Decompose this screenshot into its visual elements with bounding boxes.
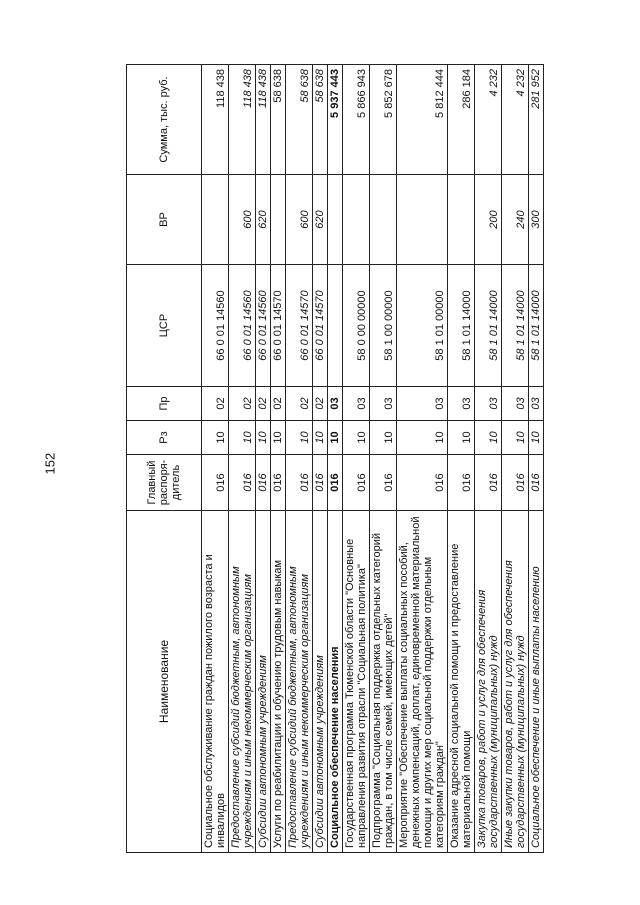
cell-admin: 016 bbox=[286, 455, 313, 511]
cell-pr: 03 bbox=[328, 387, 343, 421]
cell-rz: 10 bbox=[502, 421, 529, 455]
cell-vr bbox=[271, 175, 286, 265]
cell-rz: 10 bbox=[271, 421, 286, 455]
cell-vr: 600 bbox=[286, 175, 313, 265]
cell-pr: 02 bbox=[229, 387, 256, 421]
cell-sum: 4 232 bbox=[502, 65, 529, 175]
cell-vr: 240 bbox=[502, 175, 529, 265]
table-row bbox=[313, 65, 328, 853]
cell-admin: 016 bbox=[448, 455, 475, 511]
cell-name: Предоставление субсидий бюджетным, автономным учреждениям и иным некоммерческим организациям bbox=[286, 511, 313, 853]
cell-sum: 118 438 bbox=[202, 65, 229, 175]
cell-csr: 66 0 01 14560 bbox=[256, 265, 271, 387]
cell-admin: 016 bbox=[343, 455, 370, 511]
cell-vr bbox=[448, 175, 475, 265]
table-row bbox=[229, 65, 256, 853]
table-row bbox=[475, 65, 502, 853]
cell-name: Социальное обеспечение населения bbox=[328, 511, 343, 853]
header-admin: Главный распоря-дитель bbox=[127, 455, 202, 511]
cell-name: Субсидии автономным учреждениям bbox=[313, 511, 328, 853]
cell-pr: 03 bbox=[343, 387, 370, 421]
table-row bbox=[271, 65, 286, 853]
cell-csr: 58 1 01 14000 bbox=[448, 265, 475, 387]
cell-admin: 016 bbox=[313, 455, 328, 511]
cell-name: Оказание адресной социальной помощи и предоставление материальной помощи bbox=[448, 511, 475, 853]
cell-vr bbox=[370, 175, 397, 265]
cell-vr: 300 bbox=[529, 175, 544, 265]
budget-table bbox=[126, 64, 544, 853]
cell-rz: 10 bbox=[529, 421, 544, 455]
cell-name: Закупка товаров, работ и услуг для обеспечения государственных (муниципальных) нужд bbox=[475, 511, 502, 853]
cell-sum: 118 438 bbox=[229, 65, 256, 175]
cell-sum: 5 852 678 bbox=[370, 65, 397, 175]
table-row bbox=[328, 65, 343, 853]
cell-admin: 016 bbox=[370, 455, 397, 511]
cell-pr: 02 bbox=[286, 387, 313, 421]
cell-rz: 10 bbox=[475, 421, 502, 455]
table-row bbox=[343, 65, 370, 853]
cell-csr: 66 0 01 14570 bbox=[286, 265, 313, 387]
table-header-row bbox=[127, 65, 202, 853]
cell-pr: 03 bbox=[529, 387, 544, 421]
cell-admin: 016 bbox=[229, 455, 256, 511]
table-row bbox=[256, 65, 271, 853]
cell-csr: 58 1 01 00000 bbox=[397, 265, 448, 387]
cell-admin: 016 bbox=[397, 455, 448, 511]
cell-csr: 66 0 01 14560 bbox=[202, 265, 229, 387]
cell-pr: 03 bbox=[475, 387, 502, 421]
cell-rz: 10 bbox=[328, 421, 343, 455]
cell-sum: 281 952 bbox=[529, 65, 544, 175]
header-rz: Рз bbox=[127, 421, 202, 455]
cell-csr bbox=[328, 265, 343, 387]
header-pr: Пр bbox=[127, 387, 202, 421]
cell-name: Социальное обеспечение и иные выплаты населению bbox=[529, 511, 544, 853]
cell-admin: 016 bbox=[475, 455, 502, 511]
table-row bbox=[370, 65, 397, 853]
cell-name: Услуги по реабилитации и обучению трудовым навыкам bbox=[271, 511, 286, 853]
cell-sum: 5 812 444 bbox=[397, 65, 448, 175]
cell-name: Социальное обслуживание граждан пожилого возраста и инвалидов bbox=[202, 511, 229, 853]
cell-sum: 118 438 bbox=[256, 65, 271, 175]
cell-csr: 66 0 01 14570 bbox=[313, 265, 328, 387]
header-name: Наименование bbox=[127, 511, 202, 853]
cell-vr bbox=[343, 175, 370, 265]
table-row bbox=[286, 65, 313, 853]
cell-pr: 02 bbox=[202, 387, 229, 421]
cell-csr: 58 1 01 14000 bbox=[475, 265, 502, 387]
cell-csr: 58 1 01 14000 bbox=[529, 265, 544, 387]
cell-admin: 016 bbox=[271, 455, 286, 511]
cell-admin: 016 bbox=[529, 455, 544, 511]
cell-sum: 286 184 bbox=[448, 65, 475, 175]
cell-csr: 66 0 01 14570 bbox=[271, 265, 286, 387]
cell-rz: 10 bbox=[448, 421, 475, 455]
table-row bbox=[448, 65, 475, 853]
cell-admin: 016 bbox=[328, 455, 343, 511]
cell-pr: 03 bbox=[502, 387, 529, 421]
cell-vr: 600 bbox=[229, 175, 256, 265]
header-sum: Сумма, тыс. руб. bbox=[127, 65, 202, 175]
cell-csr: 58 0 00 00000 bbox=[343, 265, 370, 387]
cell-csr: 66 0 01 14560 bbox=[229, 265, 256, 387]
cell-name: Государственная программа Тюменской области "Основные направления развития отрасли "Социальная политика" bbox=[343, 511, 370, 853]
cell-rz: 10 bbox=[370, 421, 397, 455]
page-number: 152 bbox=[42, 452, 58, 475]
cell-admin: 016 bbox=[202, 455, 229, 511]
table-row bbox=[529, 65, 544, 853]
cell-vr: 200 bbox=[475, 175, 502, 265]
cell-name: Мероприятие "Обеспечение выплаты социальных пособий, денежных компенсаций, доплат, единовременной материальной помощи и других мер социальной поддержки отдельным категориям граждан" bbox=[397, 511, 448, 853]
cell-rz: 10 bbox=[229, 421, 256, 455]
cell-sum: 58 638 bbox=[271, 65, 286, 175]
cell-pr: 03 bbox=[397, 387, 448, 421]
cell-rz: 10 bbox=[286, 421, 313, 455]
cell-name: Субсидии автономным учреждениям bbox=[256, 511, 271, 853]
cell-admin: 016 bbox=[256, 455, 271, 511]
cell-vr bbox=[202, 175, 229, 265]
cell-pr: 03 bbox=[448, 387, 475, 421]
cell-sum: 58 638 bbox=[286, 65, 313, 175]
cell-vr: 620 bbox=[313, 175, 328, 265]
cell-sum: 58 638 bbox=[313, 65, 328, 175]
cell-name: Иные закупки товаров, работ и услуг для обеспечения государственных (муниципальных) нужд bbox=[502, 511, 529, 853]
cell-vr: 620 bbox=[256, 175, 271, 265]
table-row bbox=[202, 65, 229, 853]
cell-csr: 58 1 00 00000 bbox=[370, 265, 397, 387]
cell-pr: 03 bbox=[370, 387, 397, 421]
cell-rz: 10 bbox=[313, 421, 328, 455]
cell-sum: 5 937 443 bbox=[328, 65, 343, 175]
cell-sum: 4 232 bbox=[475, 65, 502, 175]
cell-pr: 02 bbox=[271, 387, 286, 421]
header-csr: ЦСР bbox=[127, 265, 202, 387]
cell-name: Предоставление субсидий бюджетным, автономным учреждениям и иным некоммерческим организациям bbox=[229, 511, 256, 853]
header-vr: ВР bbox=[127, 175, 202, 265]
cell-admin: 016 bbox=[502, 455, 529, 511]
cell-rz: 10 bbox=[343, 421, 370, 455]
table-row bbox=[502, 65, 529, 853]
cell-pr: 02 bbox=[313, 387, 328, 421]
cell-pr: 02 bbox=[256, 387, 271, 421]
budget-table-container bbox=[126, 65, 556, 853]
cell-name: Подпрограмма "Социальная поддержка отдельных категорий граждан, в том числе семей, имеющих детей" bbox=[370, 511, 397, 853]
cell-sum: 5 866 943 bbox=[343, 65, 370, 175]
cell-vr bbox=[397, 175, 448, 265]
cell-vr bbox=[328, 175, 343, 265]
cell-rz: 10 bbox=[202, 421, 229, 455]
cell-rz: 10 bbox=[397, 421, 448, 455]
cell-rz: 10 bbox=[256, 421, 271, 455]
cell-csr: 58 1 01 14000 bbox=[502, 265, 529, 387]
table-row bbox=[397, 65, 448, 853]
